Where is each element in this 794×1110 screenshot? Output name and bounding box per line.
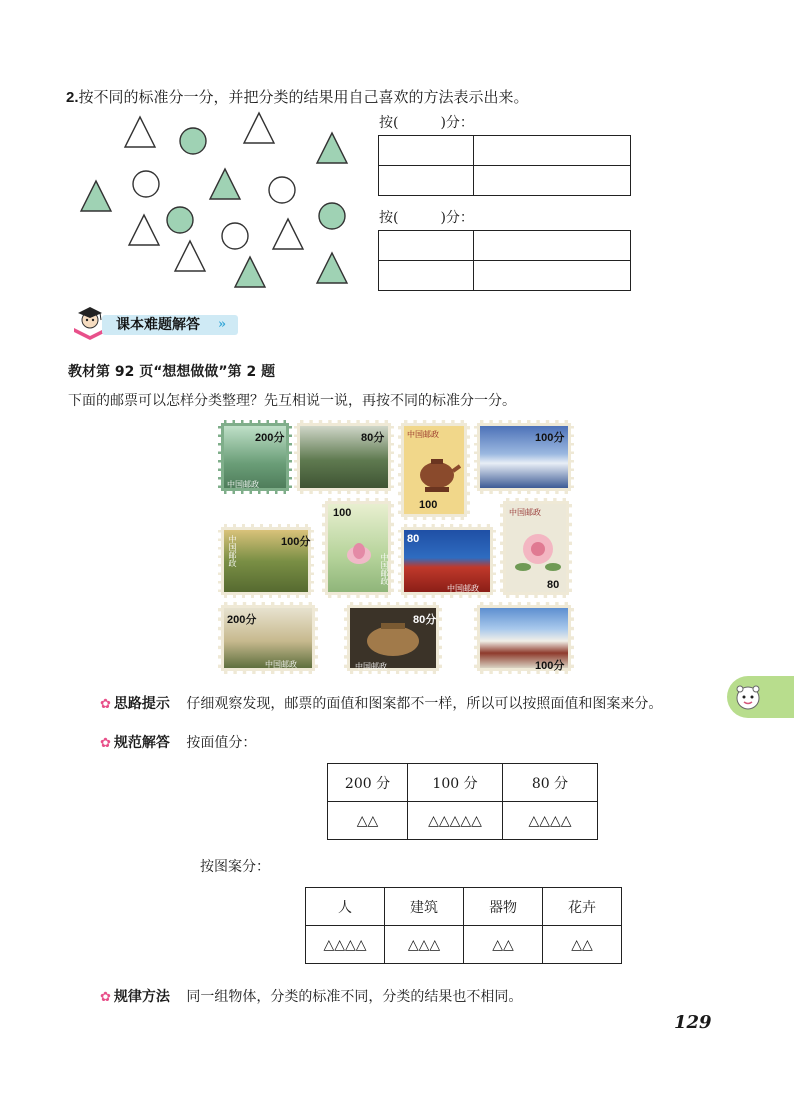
blank-cell[interactable]: [379, 261, 474, 291]
by-pattern-label: 按图案分：: [200, 859, 270, 875]
section-banner: [68, 306, 243, 340]
blank-cell[interactable]: [474, 261, 631, 291]
answer-label: 规范解答: [113, 735, 170, 751]
stamp-teapot-100: 中国邮政 100: [398, 420, 470, 520]
hint-label: 思路提示: [113, 696, 170, 712]
flower-icon: ✿: [100, 736, 111, 751]
by-value-label: 按面值分：: [186, 735, 257, 751]
stamp-navy-100: 100分: [474, 420, 574, 494]
stamp-hall-200: 200分 中国邮政: [218, 602, 318, 674]
blank-cell[interactable]: [379, 166, 474, 196]
answer-row: [100, 732, 256, 752]
header-cell: 200 分: [328, 764, 408, 802]
blank-cell[interactable]: [474, 136, 631, 166]
marks-cell: △△△△: [503, 802, 598, 840]
triangle-shape: [81, 181, 111, 211]
banner-title: 课本难题解答: [116, 317, 200, 333]
header-cell: 100 分: [408, 764, 503, 802]
by-value-table: [327, 763, 598, 840]
stamp-pottery-80: 80分 中国邮政: [344, 602, 442, 674]
triangle-shape: [317, 253, 347, 283]
triangle-shape: [235, 257, 265, 287]
blank-table-2[interactable]: [378, 230, 631, 291]
blank-table-1[interactable]: [378, 135, 631, 196]
stamp-lotus-100: 100 中国邮政: [322, 498, 394, 598]
header-cell: 器物: [464, 888, 543, 926]
stamp-peony-80: 中国邮政 80: [500, 498, 572, 598]
stamp-soldier-100: 100分 中国邮政: [218, 524, 314, 598]
blank-cell[interactable]: [474, 166, 631, 196]
header-cell: 人: [306, 888, 385, 926]
method-row: [100, 986, 522, 1006]
stamps-collage: [218, 418, 576, 676]
page-number: 129: [674, 1012, 712, 1033]
stamp-marching-80: 80分: [294, 420, 394, 494]
stamp-soldiers-200: 200分 中国邮政: [218, 420, 292, 494]
chevron-right-icon: »: [218, 317, 227, 332]
circle-shape: [180, 128, 206, 154]
marks-cell: △△△: [385, 926, 464, 964]
marks-cell: △△△△: [306, 926, 385, 964]
flower-icon: ✿: [100, 990, 111, 1005]
question-number: 2.: [66, 89, 79, 106]
stamp-tiananmen-80: 80 中国邮政: [398, 524, 496, 598]
marks-cell: △△: [543, 926, 622, 964]
circle-shape: [222, 223, 248, 249]
circle-shape: [133, 171, 159, 197]
triangle-shape: [129, 215, 159, 245]
classify-label-2: 按( )分：: [379, 210, 474, 226]
side-tab: [727, 676, 794, 718]
circle-shape: [269, 177, 295, 203]
header-cell: 花卉: [543, 888, 622, 926]
blank-cell[interactable]: [379, 231, 474, 261]
classify-label-1: 按( )分：: [379, 115, 474, 131]
shape-area: [70, 108, 360, 298]
exercise-description: 下面的邮票可以怎样分类整理？先互相说一说，再按不同的标准分一分。: [68, 393, 516, 409]
stamp-potala-100: 100分: [474, 602, 574, 674]
triangle-shape: [273, 219, 303, 249]
exercise-title: 教材第 92 页“想想做做”第 2 题: [68, 364, 276, 380]
hint-row: [100, 693, 662, 713]
header-cell: 建筑: [385, 888, 464, 926]
marks-cell: △△: [464, 926, 543, 964]
circle-shape: [319, 203, 345, 229]
sheep-face-icon: [733, 682, 763, 712]
blank-cell[interactable]: [379, 136, 474, 166]
marks-cell: △△: [328, 802, 408, 840]
triangle-shape: [317, 133, 347, 163]
blank-cell[interactable]: [474, 231, 631, 261]
method-label: 规律方法: [113, 989, 170, 1005]
header-cell: 80 分: [503, 764, 598, 802]
method-text: 同一组物体，分类的标准不同，分类的结果也不相同。: [186, 989, 523, 1005]
flower-icon: ✿: [100, 697, 111, 712]
by-pattern-table: [305, 887, 622, 964]
question-title: [66, 86, 529, 107]
triangle-shape: [210, 169, 240, 199]
triangle-shape: [125, 117, 155, 147]
hint-text: 仔细观察发现，邮票的面值和图案都不一样，所以可以按照面值和图案来分。: [186, 696, 663, 712]
question-text: 按不同的标准分一分，并把分类的结果用自己喜欢的方法表示出来。: [78, 88, 529, 106]
circle-shape: [167, 207, 193, 233]
triangle-shape: [244, 113, 274, 143]
marks-cell: △△△△△: [408, 802, 503, 840]
triangle-shape: [175, 241, 205, 271]
